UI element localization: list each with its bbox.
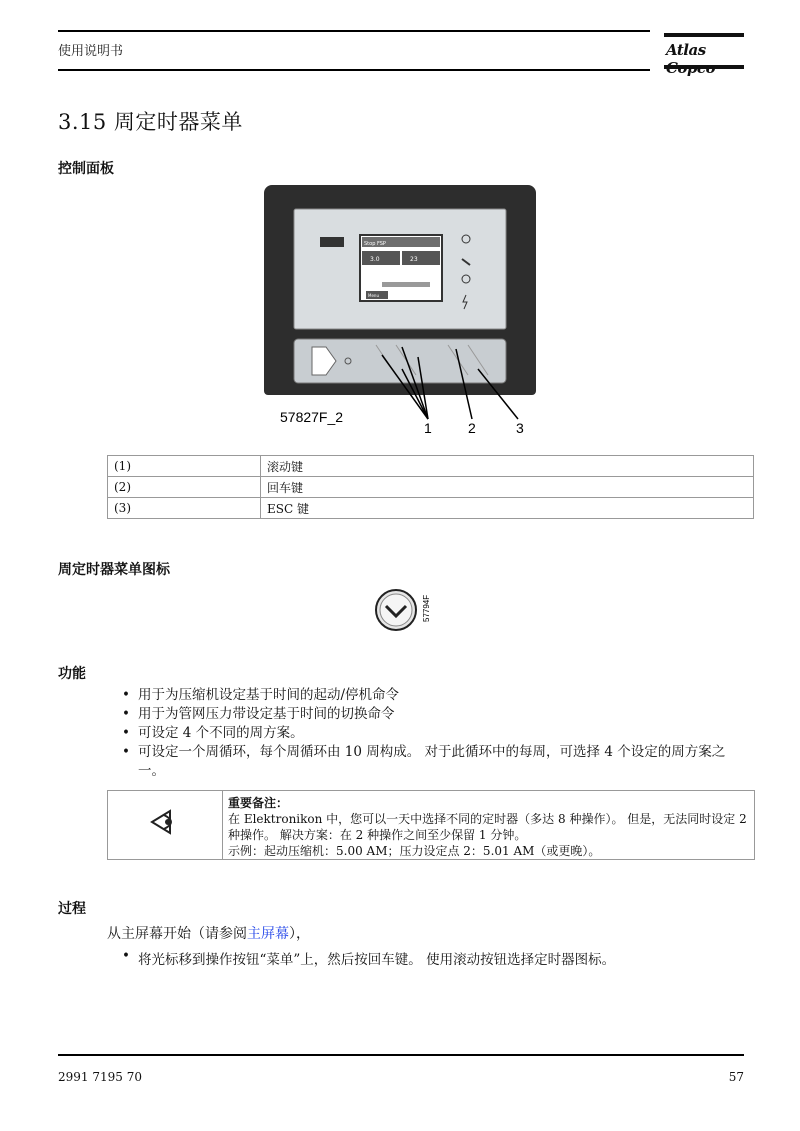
svg-text:2: 2 <box>468 420 476 436</box>
atlas-copco-logo: Atlas <box>664 33 744 71</box>
key-label: 回车键 <box>261 477 754 498</box>
page-number: 57 <box>728 1070 744 1084</box>
table-row <box>108 456 754 477</box>
table-row <box>108 498 754 519</box>
svg-text:57827F_2: 57827F_2 <box>280 409 344 425</box>
list-item: • 将光标移到操作按钮“菜单”上，然后按回车键。 使用滚动按钮选择定时器图标。 <box>120 948 615 968</box>
list-item: • 用于为管网压力带设定基于时间的切换命令 <box>120 705 750 724</box>
functions-list <box>120 686 750 781</box>
header-rule-bottom <box>58 69 650 71</box>
important-note <box>107 790 755 860</box>
svg-text:Menu: Menu <box>368 293 379 298</box>
key-label: ESC 键 <box>261 498 754 519</box>
key-number: (1) <box>108 456 261 477</box>
note-example: 示例：起动压缩机：5.00 AM；压力设定点 2：5.01 AM（或更晚）。 <box>228 844 601 858</box>
svg-text:23: 23 <box>410 256 418 263</box>
list-item: • 用于为压缩机设定基于时间的起动/停机命令 <box>120 686 750 705</box>
header-title: 使用说明书 <box>58 44 124 59</box>
note-text: 在 Elektronikon 中，您可以一天中选择不同的定时器（多达 8 种操作）。 但是，无法同时设定 2 种操作。 解决方案：在 2 种操作之间至少保留 1 分钟。 <box>228 812 747 842</box>
note-icon-cell <box>108 791 223 859</box>
list-item: • 可设定一个周循环，每个周循环由 10 周构成。 对于此循环中的每周，可选择 4 个设定的周方案之一。 <box>120 743 750 781</box>
intro-text: 从主屏幕开始（请参阅 <box>107 926 247 942</box>
eye-warning-icon <box>148 805 182 839</box>
control-panel-heading: 控制面板 <box>58 161 114 177</box>
table-row <box>108 477 754 498</box>
note-title: 重要备注： <box>228 796 289 810</box>
header-rule-top <box>58 30 650 32</box>
svg-text:Stop FSP: Stop FSP <box>364 241 386 247</box>
timer-icon-heading: 周定时器菜单图标 <box>58 562 170 578</box>
svg-text:1: 1 <box>424 420 432 436</box>
procedure-intro <box>107 923 310 943</box>
section-title: 3.15 周定时器菜单 <box>58 110 243 134</box>
svg-text:3: 3 <box>516 420 524 436</box>
footer-rule <box>58 1054 744 1056</box>
procedure-steps <box>120 948 615 968</box>
main-screen-link[interactable]: 主屏幕 <box>247 926 289 942</box>
control-panel-figure <box>262 183 552 438</box>
doc-number: 2991 7195 70 <box>58 1070 142 1084</box>
functions-heading: 功能 <box>58 666 86 682</box>
key-number: (3) <box>108 498 261 519</box>
procedure-heading: 过程 <box>58 901 86 917</box>
svg-text:3.0: 3.0 <box>370 256 380 263</box>
key-number: (2) <box>108 477 261 498</box>
intro-text-end: ）， <box>289 926 310 942</box>
timer-icon <box>372 584 436 636</box>
keys-table <box>107 455 754 519</box>
key-label: 滚动键 <box>261 456 754 477</box>
svg-text:57794F: 57794F <box>422 594 431 622</box>
list-item: • 可设定 4 个不同的周方案。 <box>120 724 750 743</box>
